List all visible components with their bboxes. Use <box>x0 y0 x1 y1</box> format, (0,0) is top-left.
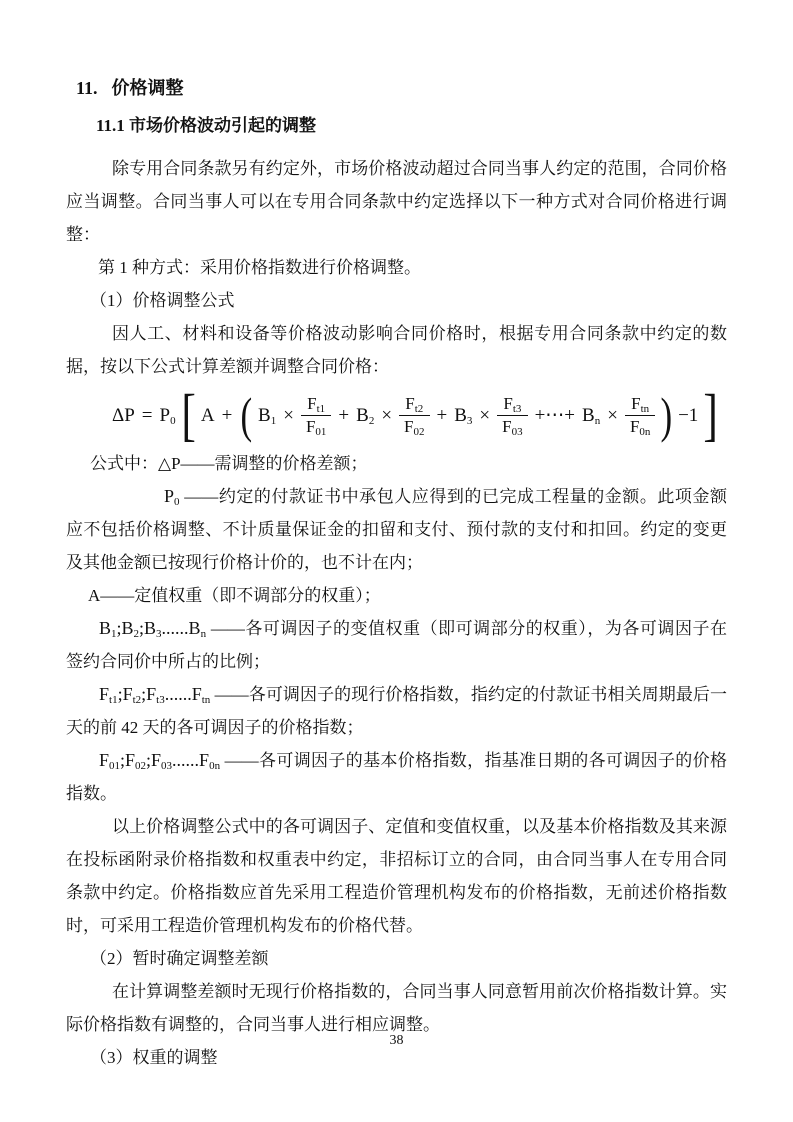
subsection-heading: 11.1 市场价格波动引起的调整 <box>96 116 317 135</box>
formula-token: $B_n$ <box>582 404 601 427</box>
formula-token: $B_1$ <box>258 404 277 427</box>
formula-token: $P_0$ <box>159 404 176 427</box>
section-heading <box>76 76 727 100</box>
formula-token: A <box>200 404 215 426</box>
fraction: $\frac{F_{t1}}{F_{01}}$ <box>301 394 331 437</box>
formula-token: × <box>381 404 393 426</box>
fraction: $\frac{F_{t2}}{F_{02}}$ <box>399 394 429 437</box>
fraction: $\frac{F_{tn}}{F_{0n}}$ <box>625 394 655 437</box>
formula-token: ΔP <box>112 404 135 426</box>
formula-token: $B_2$ <box>356 404 375 427</box>
definition-a: A——定值权重（即不调部分的权重）； <box>88 586 381 605</box>
formula-token: × <box>607 404 618 426</box>
right-bracket: ] <box>703 382 719 447</box>
right-paren: ) <box>660 387 673 443</box>
definition-ft <box>66 678 727 744</box>
formula-token: = <box>141 404 153 426</box>
formula-token: × <box>283 404 294 426</box>
item2-title: （2）暂时确定调整差额 <box>90 949 269 968</box>
definition-b <box>66 612 727 678</box>
definition-ft-text: ——各可调因子的现行价格指数，指约定的付款证书相关周期最后一天的前 42 天的各可调因子的价格指数； <box>66 685 727 737</box>
paragraph-above: 以上价格调整公式中的各可调因子、定值和变值权重，以及基本价格指数及其来源在投标函附录价格指数和权重表中约定，非招标订立的合同，由合同当事人在专用合同条款中约定。价格指数应首先采用工程造价管理机构发布的价格指数，无前述价格指数时，可采用工程造价管理机构发布的价格代替。 <box>66 817 727 935</box>
paragraph-method1: 第 1 种方式：采用价格指数进行价格调整。 <box>98 258 421 277</box>
math-p0: $P_0$ <box>164 486 180 508</box>
formula-token: −1 <box>678 404 699 426</box>
definition-p0 <box>66 480 727 579</box>
paragraph-item2-body: 在计算调整差额时无现行价格指数的，合同当事人同意暂用前次价格指数计算。实际价格指数有调整的，合同当事人进行相应调整。 <box>66 982 727 1034</box>
definition-p0-text: ——约定的付款证书中承包人应得到的已完成工程量的金额。此项金额应不包括价格调整、不计质量保证金的扣留和支付、预付款的支付和扣回。约定的变更及其他金额已按现行价格计价的，也不计在内； <box>66 487 727 572</box>
left-bracket: [ <box>181 382 196 447</box>
paragraph-where: 公式中：△P——需调整的价格差额； <box>90 454 368 473</box>
math-b-series: $B_1;B_2;B_3......B_n$ <box>99 618 207 640</box>
paragraph-intro: 除专用合同条款另有约定外，市场价格波动超过合同当事人约定的范围，合同价格应当调整。合同当事人可以在专用合同条款中约定选择以下一种方式对合同价格进行调整： <box>66 159 727 244</box>
formula-token: + <box>436 404 448 426</box>
math-f0-series: $F_{01};F_{02};F_{03}......F_{0n}$ <box>99 750 221 772</box>
formula-token: $B_3$ <box>454 404 473 427</box>
price-adjustment-formula <box>110 382 727 447</box>
definition-f0-text: ——各可调因子的基本价格指数，指基准日期的各可调因子的价格指数。 <box>66 751 727 803</box>
left-paren: ( <box>240 387 253 443</box>
definition-f0 <box>66 744 727 810</box>
formula-token: +⋯+ <box>534 404 576 426</box>
item3-title: （3）权重的调整 <box>90 1048 218 1067</box>
item1-title: （1）价格调整公式 <box>90 291 235 310</box>
section-title: 价格调整 <box>111 78 184 98</box>
page-number: 38 <box>389 1033 404 1048</box>
formula-token: + <box>221 404 233 426</box>
formula-token: + <box>338 404 350 426</box>
definition-b-text: ——各可调因子的变值权重（即可调部分的权重），为各可调因子在签约合同价中所占的比例； <box>66 619 727 671</box>
paragraph-formula-intro: 因人工、材料和设备等价格波动影响合同价格时，根据专用合同条款中约定的数据，按以下公式计算差额并调整合同价格： <box>66 324 727 376</box>
formula-token: × <box>479 404 491 426</box>
fraction: $\frac{F_{t3}}{F_{03}}$ <box>497 394 527 437</box>
math-ft-series: $F_{t1};F_{t2};F_{t3}......F_{tn}$ <box>99 684 211 706</box>
section-number: 11. <box>76 78 98 98</box>
